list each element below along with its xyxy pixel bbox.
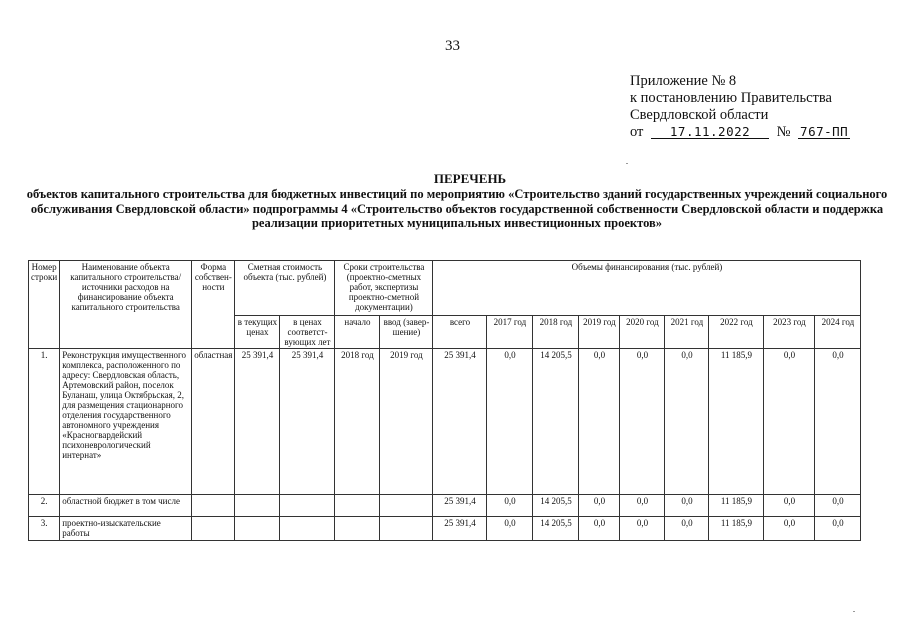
cell-2022: 11 185,9 [709, 349, 764, 495]
cell-start: 2018 год [335, 349, 380, 495]
cell-start [335, 517, 380, 541]
cell-cost-years [280, 517, 335, 541]
cell-2018: 14 205,5 [533, 495, 579, 517]
appendix-line-4 [630, 124, 850, 141]
cell-end [380, 517, 433, 541]
heading-text: ПЕРЕЧЕНЬ [433, 171, 507, 186]
appendix-line-3: Свердловской области [630, 107, 769, 123]
header-year-2021: 2021 год [665, 316, 709, 349]
appendix-line-1: Приложение № 8 [630, 73, 737, 89]
header-year-2017: 2017 год [487, 316, 533, 349]
header-year-2020: 2020 год [620, 316, 665, 349]
header-year-2018: 2018 год [533, 316, 579, 349]
cell-total: 25 391,4 [433, 495, 487, 517]
from-label: от [630, 124, 644, 140]
header-construction-terms: Сроки строительства (проектно-сметных работ, экспертизы проектно-сметной документации) [335, 261, 433, 316]
table-row [29, 517, 861, 541]
scan-speck [626, 163, 628, 164]
cell-ownership [192, 495, 235, 517]
number-label: № [776, 124, 791, 140]
table-row [29, 495, 861, 517]
header-commissioning: ввод (завер-шение) [380, 316, 433, 349]
decree-date: 17.11.2022 [651, 125, 769, 139]
header-estimated-cost: Сметная стоимость объекта (тыс. рублей) [235, 261, 335, 316]
cell-total: 25 391,4 [433, 349, 487, 495]
appendix-block [630, 73, 850, 141]
cell-2017: 0,0 [487, 495, 533, 517]
header-financing: Объемы финансирования (тыс. рублей) [433, 261, 861, 316]
header-start: начало [335, 316, 380, 349]
header-year-2024: 2024 год [815, 316, 861, 349]
cell-object-name: проектно-изыскательские работы [60, 517, 192, 541]
cell-2024: 0,0 [815, 517, 861, 541]
scan-speck [853, 611, 855, 612]
cell-2020: 0,0 [620, 495, 665, 517]
cell-2018: 14 205,5 [533, 349, 579, 495]
cell-2021: 0,0 [665, 349, 709, 495]
page-number: 33 [445, 38, 460, 54]
document-subtitle: объектов капитального строительства для бюджетных инвестиций по мероприятию «Строительство зданий государственных учреждений социального обслуживания Свердловской области» подпрограммы 4 «Строительство объектов государственной собственности Свердловской области и поддержка реализации приоритетных муниципальных инвестиционных проектов» [26, 187, 888, 230]
cell-2019: 0,0 [579, 349, 620, 495]
header-year-2022: 2022 год [709, 316, 764, 349]
cell-row-number: 2. [29, 495, 60, 517]
cell-2020: 0,0 [620, 349, 665, 495]
cell-object-name: Реконструкция имущественного комплекса, расположенного по адресу: Свердловская область, Артемовский район, поселок Буланаш, улица Октябрьская, 2, для размещения стационарного отделения государственного автономного учреждения «Красногвардейский психоневрологический интернат» [60, 349, 192, 495]
cell-2018: 14 205,5 [533, 517, 579, 541]
cell-2024: 0,0 [815, 349, 861, 495]
cell-2023: 0,0 [764, 517, 815, 541]
table-row [29, 349, 861, 495]
cell-2019: 0,0 [579, 517, 620, 541]
cell-2022: 11 185,9 [709, 517, 764, 541]
cell-cost-years [280, 495, 335, 517]
header-row-number: Номер строки [29, 261, 60, 349]
appendix-line-2: к постановлению Правительства [630, 90, 832, 106]
cell-ownership [192, 517, 235, 541]
header-year-2023: 2023 год [764, 316, 815, 349]
cell-2024: 0,0 [815, 495, 861, 517]
cell-2022: 11 185,9 [709, 495, 764, 517]
header-ownership: Форма собствен-ности [192, 261, 235, 349]
cell-row-number: 3. [29, 517, 60, 541]
header-year-2019: 2019 год [579, 316, 620, 349]
cell-end: 2019 год [380, 349, 433, 495]
cell-2023: 0,0 [764, 495, 815, 517]
header-current-prices: в текущих ценах [235, 316, 280, 349]
cell-row-number: 1. [29, 349, 60, 495]
cell-end [380, 495, 433, 517]
cell-cost-years: 25 391,4 [280, 349, 335, 495]
cell-cost-current [235, 517, 280, 541]
cell-ownership: областная [192, 349, 235, 495]
cell-cost-current: 25 391,4 [235, 349, 280, 495]
table-header-row-1 [29, 261, 861, 316]
document-heading [100, 172, 840, 187]
cell-2021: 0,0 [665, 495, 709, 517]
header-total: всего [433, 316, 487, 349]
cell-2019: 0,0 [579, 495, 620, 517]
cell-2017: 0,0 [487, 349, 533, 495]
cell-2021: 0,0 [665, 517, 709, 541]
header-object-name: Наименование объекта капитального строительства/ источники расходов на финансирование объекта капитального строительства [60, 261, 192, 349]
cell-2017: 0,0 [487, 517, 533, 541]
cell-cost-current [235, 495, 280, 517]
cell-2023: 0,0 [764, 349, 815, 495]
decree-number: 767-ПП [800, 124, 849, 139]
financing-table [28, 260, 861, 541]
header-corresponding-prices: в ценах соответст-вующих лет [280, 316, 335, 349]
cell-object-name: областной бюджет в том числе [60, 495, 192, 517]
cell-total: 25 391,4 [433, 517, 487, 541]
cell-start [335, 495, 380, 517]
cell-2020: 0,0 [620, 517, 665, 541]
